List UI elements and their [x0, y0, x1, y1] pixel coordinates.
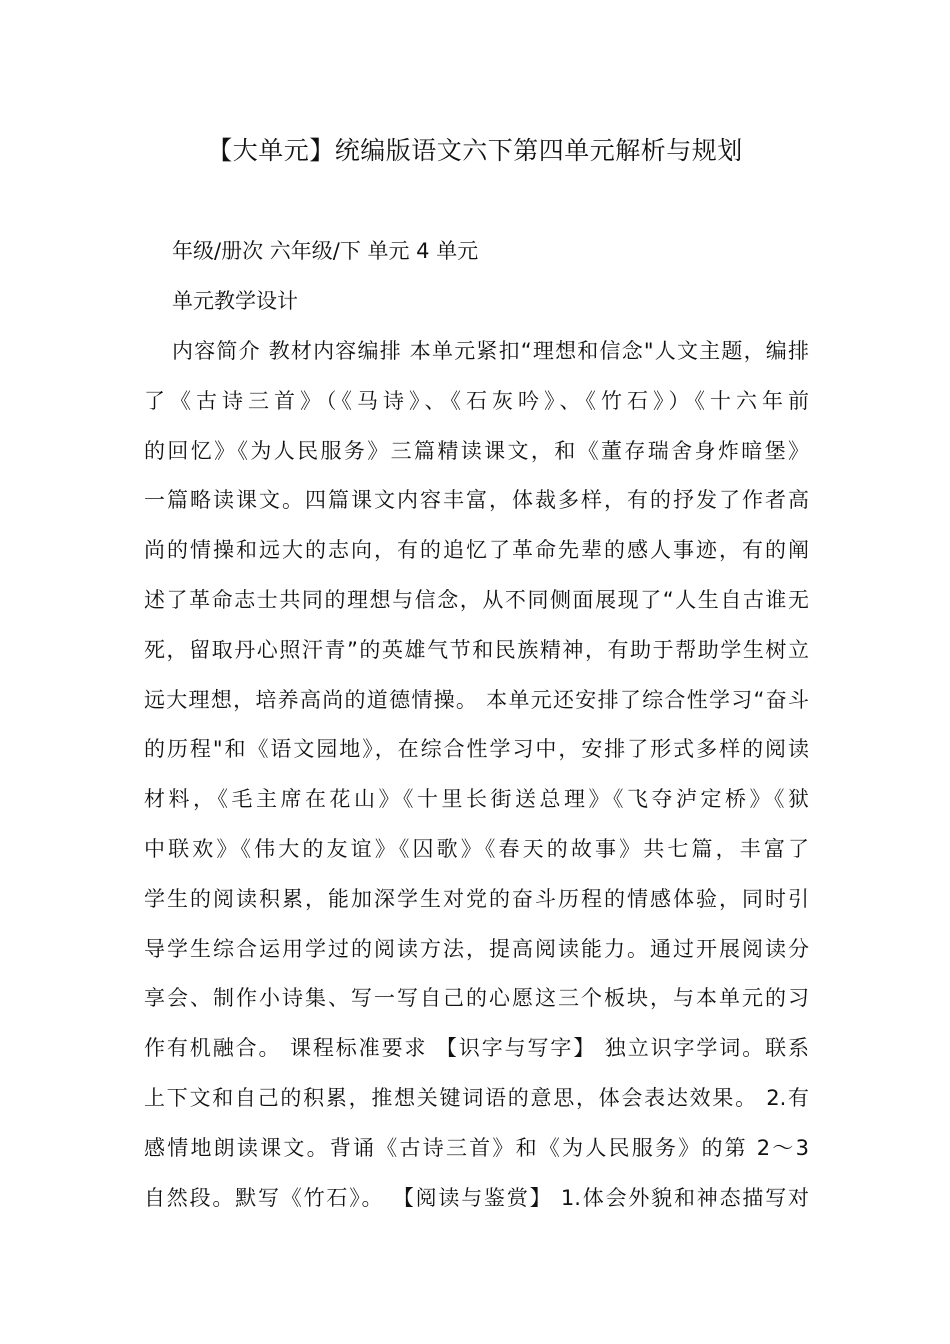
body-line: 享会、制作小诗集、写一写自己的心愿这三个板块，与本单元的习: [144, 986, 809, 1011]
body-line: 的历程"和《语文园地》，在综合性学习中，安排了形式多样的阅读: [144, 737, 809, 762]
body-line: 学生的阅读积累，能加深学生对党的奋斗历程的情感体验，同时引: [144, 886, 809, 911]
body-line: 感情地朗读课文。背诵《古诗三首》和《为人民服务》的第 2～3: [144, 1135, 809, 1160]
body-line: 了《古诗三首》（《马诗》、《石灰吟》、《竹石》）《十六年前: [144, 388, 809, 413]
body-line: 远大理想，培养高尚的道德情操。 本单元还安排了综合性学习“奋斗: [144, 687, 809, 712]
body-line: 一篇略读课文。四篇课文内容丰富，体裁多样，有的抒发了作者高: [144, 488, 809, 513]
body-line: 导学生综合运用学过的阅读方法，提高阅读能力。通过开展阅读分: [144, 936, 809, 961]
body-line: 死，留取丹心照汗青”的英雄气节和民族精神，有助于帮助学生树立: [144, 637, 809, 662]
section-heading: 单元教学设计: [172, 289, 298, 313]
body-line: 作有机融合。 课程标准要求 【识字与写字】 独立识字学词。联系: [144, 1036, 809, 1061]
body-line: 自然段。默写《竹石》。 【阅读与鉴赏】 1.体会外貌和神态描写对: [144, 1185, 809, 1210]
body-line: 材料，《毛主席在花山》《十里长街送总理》《飞夺泸定桥》《狱: [144, 787, 809, 812]
body-line: 内容简介 教材内容编排 本单元紧扣“理想和信念"人文主题，编排: [172, 339, 809, 363]
body-line: 上下文和自己的积累，推想关键词语的意思，体会表达效果。 2.有: [144, 1085, 809, 1110]
grade-volume-line: 年级/册次 六年级/下 单元 4 单元: [172, 239, 479, 263]
body-line: 的回忆》《为人民服务》三篇精读课文，和《董存瑞舍身炸暗堡》: [144, 438, 809, 463]
body-paragraph: [144, 336, 809, 1232]
document-title: 【大单元】统编版语文六下第四单元解析与规划: [207, 136, 743, 165]
body-line: 中联欢》《伟大的友谊》《囚歌》《春天的故事》共七篇，丰富了: [144, 836, 809, 861]
body-line: 述了革命志士共同的理想与信念，从不同侧面展现了“人生自古谁无: [144, 587, 809, 612]
body-line: 尚的情操和远大的志向，有的追忆了革命先辈的感人事迹，有的阐: [144, 538, 809, 563]
